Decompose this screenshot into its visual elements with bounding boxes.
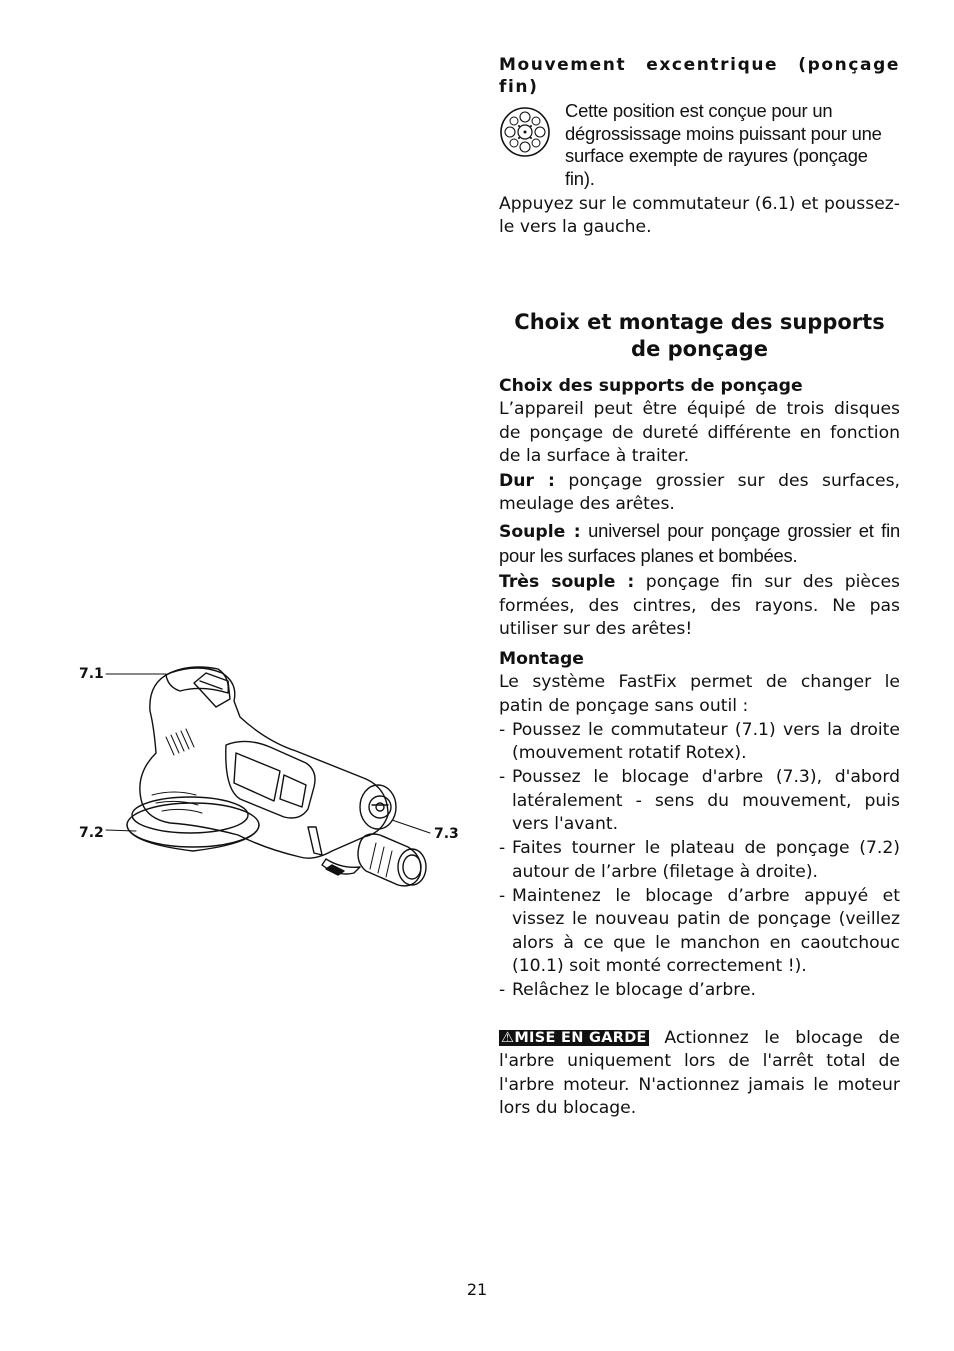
choice-item-soft-text: universel pour ponçage grossier et fin pour les surfaces planes et bombées. xyxy=(499,519,900,567)
choice-item-hard xyxy=(499,470,900,517)
choice-item-very-soft xyxy=(499,571,900,641)
warning-paragraph xyxy=(499,1027,900,1120)
figure-label-switch: 7.1 xyxy=(79,666,104,682)
montage-step-3: - Faites tourner le plateau de ponçage (7.2) autour de l’arbre (filetage à droite). xyxy=(499,837,900,884)
warning-section xyxy=(499,1027,900,1120)
choice-item-very-soft-term: Très souple : xyxy=(499,572,635,593)
excentric-section xyxy=(499,54,900,239)
excentric-instruction: Appuyez sur le commutateur (6.1) et poussez-le vers la gauche. xyxy=(499,193,900,238)
choice-item-soft-term: Souple : xyxy=(499,521,581,542)
montage-step-4-text: Maintenez le blocage d’arbre appuyé et vissez le nouveau patin de ponçage (veillez alors à ce que le manchon en caoutchouc (10.1) soit monté correctement !). xyxy=(512,885,900,976)
montage-steps xyxy=(499,719,900,1003)
sander-illustration xyxy=(70,655,440,895)
warning-text: Actionnez le blocage de l'arbre uniquement lors de l'arrêt total de l'arbre moteur. N'actionnez jamais le moteur lors du blocage. xyxy=(499,1028,900,1118)
montage-step-2: - Poussez le blocage d'arbre (7.3), d'abord latéralement - sens du mouvement, puis vers l'avant. xyxy=(499,766,900,836)
choice-intro: L’appareil peut être équipé de trois disques de ponçage de dureté différente en fonction de la surface à traiter. xyxy=(499,399,900,466)
choice-item-soft xyxy=(499,519,900,570)
warning-badge xyxy=(499,1030,649,1046)
choice-section xyxy=(499,375,900,641)
montage-heading: Montage xyxy=(499,649,584,669)
fine-sanding-pattern-icon xyxy=(499,100,565,191)
montage-step-5: - Relâchez le blocage d’arbre. xyxy=(499,979,900,1002)
montage-step-1: - Poussez le commutateur (7.1) vers la droite (mouvement rotatif Rotex). xyxy=(499,719,900,766)
choice-item-hard-term: Dur : xyxy=(499,471,555,492)
excentric-heading: Mouvement excentrique (ponçage fin) xyxy=(499,55,900,97)
section-title-line1: Choix et montage des supports xyxy=(514,310,885,334)
section-title xyxy=(499,309,900,363)
montage-section xyxy=(499,648,900,1002)
warning-badge-label: MISE EN GARDE xyxy=(514,1030,647,1046)
choice-item-very-soft-text: ponçage fin sur des pièces formées, des cintres, des rayons. Ne pas utiliser sur des arêtes! xyxy=(499,572,900,639)
choice-item-hard-text: ponçage grossier sur des surfaces, meulage des arêtes. xyxy=(499,471,900,515)
page-number: 21 xyxy=(466,1280,488,1299)
montage-step-4 xyxy=(499,885,900,978)
montage-intro: Le système FastFix permet de changer le patin de ponçage sans outil : xyxy=(499,672,900,716)
excentric-description: Cette position est conçue pour un dégrossissage moins puissant pour une surface exempte de rayures (ponçage fin). xyxy=(565,100,882,190)
excentric-icon-row xyxy=(499,100,900,191)
section-title-line2: de ponçage xyxy=(631,337,768,361)
warning-triangle-icon: ⚠ xyxy=(501,1030,515,1046)
figure-label-lock: 7.3 xyxy=(434,826,459,842)
choice-heading: Choix des supports de ponçage xyxy=(499,376,803,396)
figure-label-pad: 7.2 xyxy=(79,825,104,841)
